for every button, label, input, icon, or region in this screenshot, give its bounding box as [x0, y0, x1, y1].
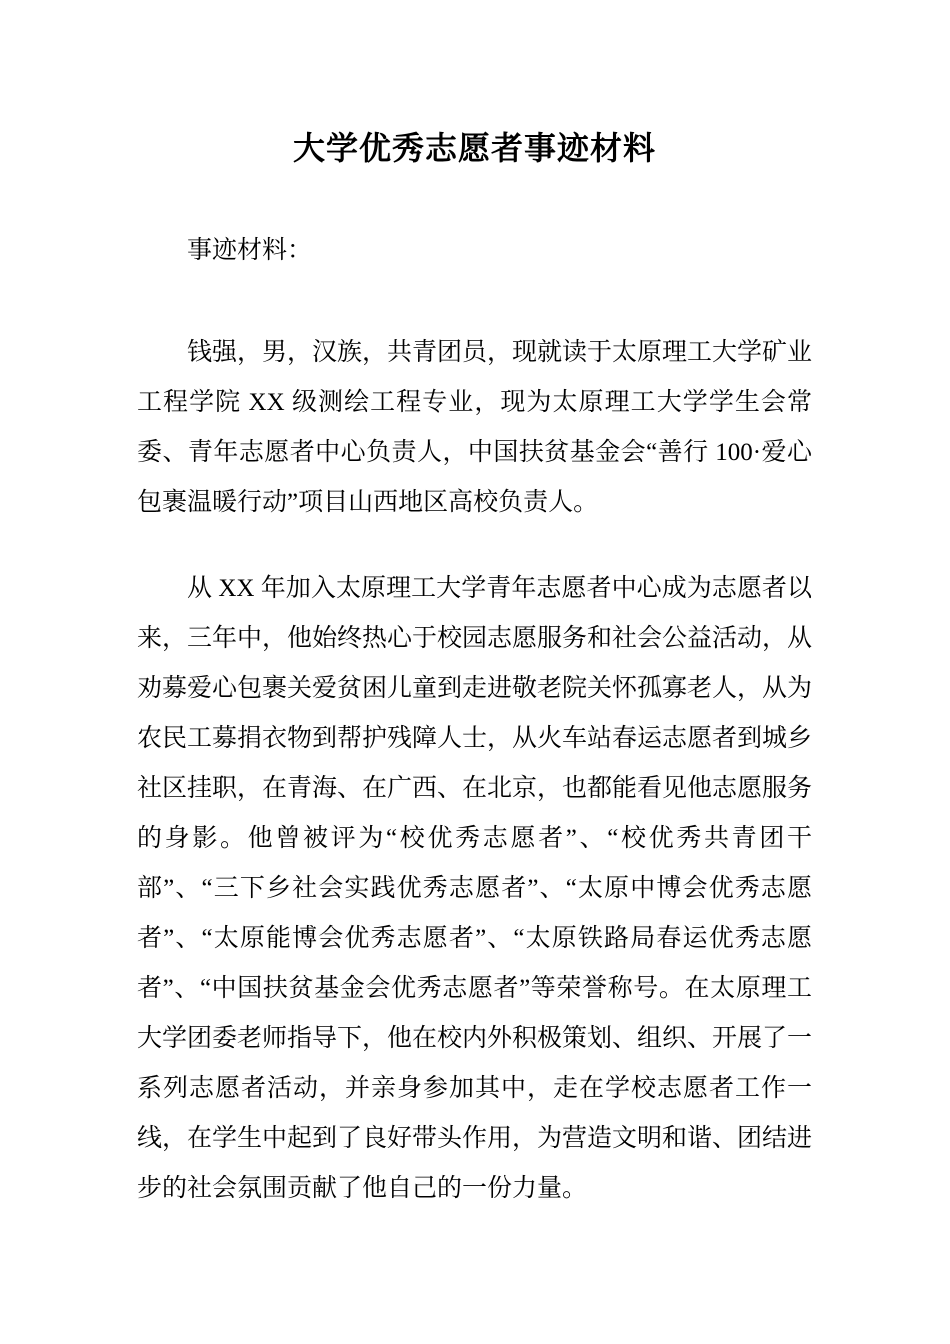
- paragraph-profile: 钱强，男，汉族，共青团员，现就读于太原理工大学矿业工程学院 XX 级测绘工程专业，现为太原理工大学学生会常委、青年志愿者中心负责人，中国扶贫基金会“善行 100·爱心包裹温暖行动”项目山西地区高校负责人。: [137, 339, 813, 516]
- paragraph-deeds: 从 XX 年加入太原理工大学青年志愿者中心成为志愿者以来，三年中，他始终热心于校园志愿服务和社会公益活动，从劝募爱心包裹关爱贫困儿童到走进敬老院关怀孤寡老人，从为农民工募捐衣物到帮护残障人士，从火车站春运志愿者到城乡社区挂职，在青海、在广西、在北京，也都能看见他志愿服务的身影。他曾被评为“校优秀志愿者”、“校优秀共青团干部”、“三下乡社会实践优秀志愿者”、“太原中博会优秀志愿者”、“太原能博会优秀志愿者”、“太原铁路局春运优秀志愿者”、“中国扶贫基金会优秀志愿者”等荣誉称号。在太原理工大学团委老师指导下，他在校内外积极策划、组织、开展了一系列志愿者活动，并亲身参加其中，走在学校志愿者工作一线，在学生中起到了良好带头作用，为营造文明和谐、团结进步的社会氛围贡献了他自己的一份力量。: [137, 575, 813, 1202]
- section-label: 事迹材料：: [187, 237, 313, 264]
- document-title: 大学优秀志愿者事迹材料: [292, 130, 656, 166]
